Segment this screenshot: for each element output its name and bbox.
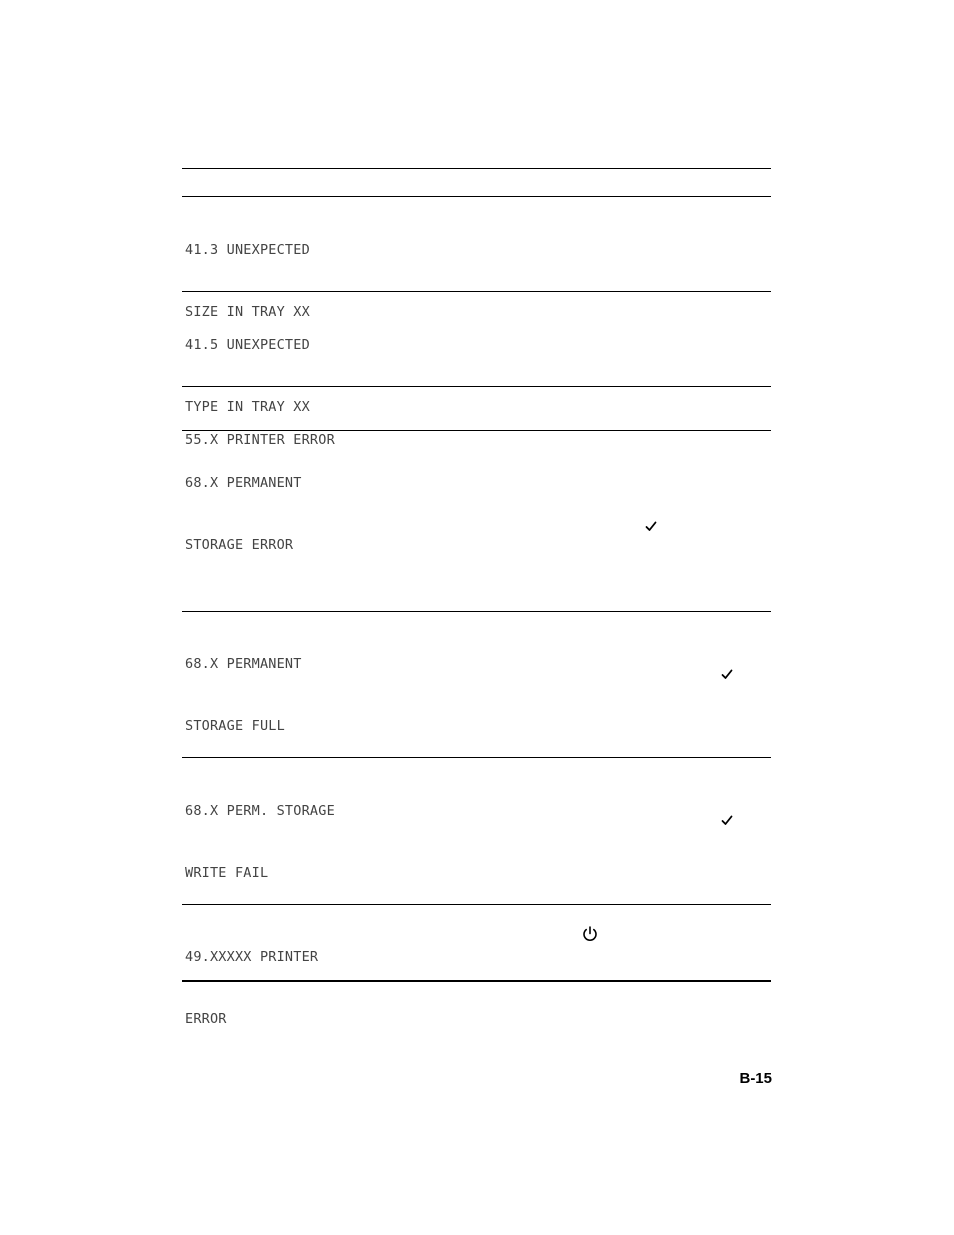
table-row-message xyxy=(185,432,302,576)
row-divider xyxy=(182,904,771,905)
table-header-rule xyxy=(182,196,771,197)
checkmark-icon xyxy=(645,521,657,532)
table-row-message xyxy=(185,906,318,1050)
message-line: ERROR xyxy=(185,1010,227,1027)
row-divider xyxy=(182,611,771,612)
message-line: 68.X PERMANENT xyxy=(185,656,302,672)
message-line: WRITE FAIL xyxy=(185,864,269,881)
message-line: SIZE IN TRAY XX xyxy=(185,303,310,320)
page-number: B-15 xyxy=(739,1070,772,1087)
table-top-rule xyxy=(182,168,771,169)
checkmark-icon xyxy=(721,669,733,680)
power-icon xyxy=(581,925,599,943)
checkmark-icon xyxy=(721,815,733,826)
row-divider xyxy=(182,757,771,758)
message-line: 55.X PRINTER ERROR xyxy=(185,432,335,448)
table-row-message xyxy=(185,760,335,904)
message-line: STORAGE FULL xyxy=(185,717,285,734)
message-line: STORAGE ERROR xyxy=(185,536,294,553)
table-row-message xyxy=(185,613,302,757)
message-line: 41.5 UNEXPECTED xyxy=(185,337,310,353)
message-line: 41.3 UNEXPECTED xyxy=(185,242,310,258)
message-line: TYPE IN TRAY XX xyxy=(185,398,310,415)
message-line: 68.X PERMANENT xyxy=(185,475,302,491)
message-line: 49.XXXXX PRINTER xyxy=(185,949,319,965)
message-line: 68.X PERM. STORAGE xyxy=(185,803,335,819)
